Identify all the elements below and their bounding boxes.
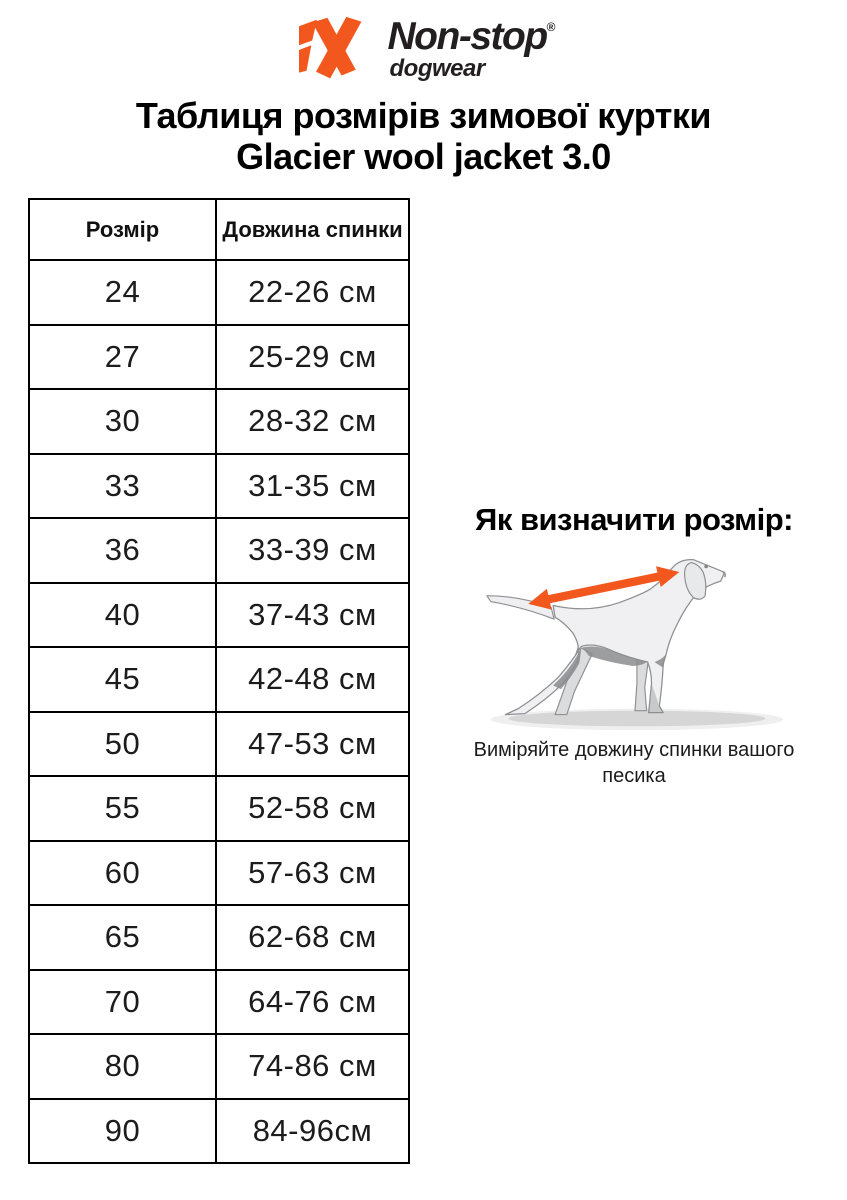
brand-wordmark: [388, 17, 556, 81]
back-length-cell: 31-35 см: [216, 454, 409, 519]
size-cell: 60: [29, 841, 216, 906]
back-length-cell: 52-58 см: [216, 776, 409, 841]
back-length-cell: 25-29 см: [216, 325, 409, 390]
page-title-line1: Таблиця розмірів зимової куртки: [135, 95, 712, 136]
column-header-back-length: Довжина спинки: [216, 199, 409, 260]
guide-heading: Як визначити розмір:: [475, 502, 793, 537]
table-row: [29, 647, 409, 712]
table-row: [29, 970, 409, 1035]
table-row: [29, 325, 409, 390]
page-title: [0, 95, 847, 177]
size-cell: 24: [29, 260, 216, 325]
back-length-cell: 84-96см: [216, 1099, 409, 1164]
table-row: [29, 841, 409, 906]
back-length-cell: 57-63 см: [216, 841, 409, 906]
size-cell: 55: [29, 776, 216, 841]
size-table-body: [29, 260, 409, 1163]
size-cell: 27: [29, 325, 216, 390]
table-header-row: [29, 199, 409, 260]
table-row: [29, 776, 409, 841]
size-cell: 36: [29, 518, 216, 583]
size-cell: 45: [29, 647, 216, 712]
table-row: [29, 389, 409, 454]
size-cell: 50: [29, 712, 216, 777]
table-row: [29, 518, 409, 583]
size-cell: 65: [29, 905, 216, 970]
table-row: [29, 1099, 409, 1164]
table-row: [29, 905, 409, 970]
registered-mark: ®: [546, 20, 556, 34]
size-cell: 40: [29, 583, 216, 648]
dog-illustration: [473, 547, 795, 737]
table-row: [29, 454, 409, 519]
table-row: [29, 583, 409, 648]
page-title-line2: Glacier wool jacket 3.0: [236, 136, 611, 177]
table-row: [29, 712, 409, 777]
brand-logo: [0, 14, 847, 84]
back-length-cell: 28-32 см: [216, 389, 409, 454]
table-row: [29, 1034, 409, 1099]
back-length-cell: 47-53 см: [216, 712, 409, 777]
back-length-cell: 74-86 см: [216, 1034, 409, 1099]
back-length-cell: 22-26 см: [216, 260, 409, 325]
brand-subname: dogwear: [389, 55, 485, 82]
back-length-cell: 62-68 см: [216, 905, 409, 970]
size-cell: 80: [29, 1034, 216, 1099]
column-header-size: Розмір: [29, 199, 216, 260]
size-cell: 30: [29, 389, 216, 454]
back-length-cell: 33-39 см: [216, 518, 409, 583]
nonstop-logo-icon: [292, 14, 376, 84]
guide-caption: Виміряйте довжину спинки вашого песика: [473, 739, 795, 787]
table-row: [29, 260, 409, 325]
size-cell: 90: [29, 1099, 216, 1164]
back-length-cell: 37-43 см: [216, 583, 409, 648]
back-length-cell: 42-48 см: [216, 647, 409, 712]
brand-name: Non-stop®: [387, 15, 556, 58]
size-table: [28, 198, 410, 1164]
size-cell: 70: [29, 970, 216, 1035]
back-length-cell: 64-76 см: [216, 970, 409, 1035]
sizing-guide: [438, 501, 830, 789]
size-cell: 33: [29, 454, 216, 519]
